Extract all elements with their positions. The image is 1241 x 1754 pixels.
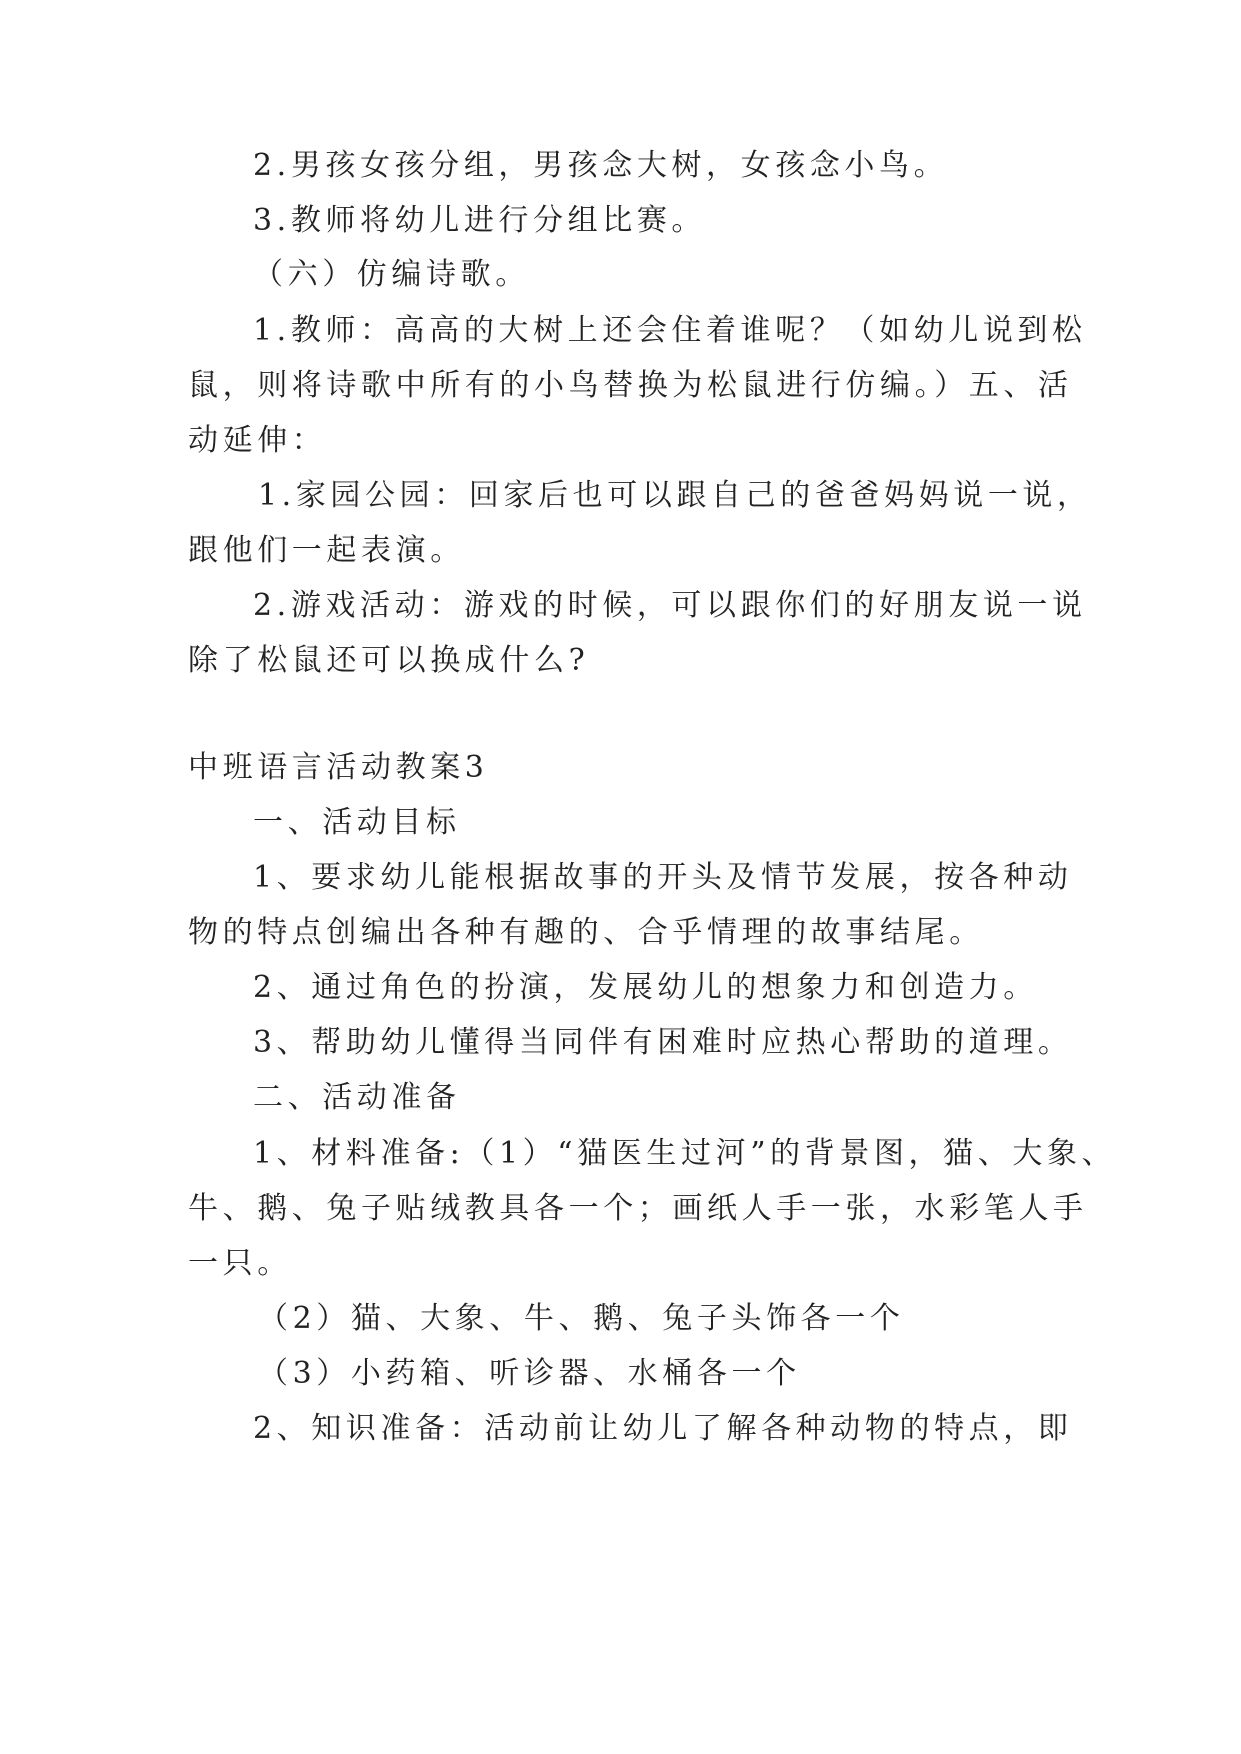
text-line: （2）猫、大象、牛、鹅、兔子头饰各一个 [258,1301,905,1336]
text-line: 鼠，则将诗歌中所有的小鸟替换为松鼠进行仿编。）五、活 [188,368,1073,403]
text-line: 一只。 [188,1246,292,1281]
text-line: （3）小药箱、听诊器、水桶各一个 [258,1356,801,1391]
text-line: 3、帮助幼儿懂得当同伴有困难时应热心帮助的道理。 [253,1025,1073,1060]
text-line: 1.教师：高高的大树上还会住着谁呢？（如幼儿说到松 [253,313,1087,348]
text-line: 动延伸： [188,423,327,458]
text-line: 3.教师将幼儿进行分组比赛。 [253,203,707,238]
text-line: 1、材料准备:（1）“猫医生过河”的背景图，猫、大象、 [253,1136,1117,1171]
text-line: 1.家园公园：回家后也可以跟自己的爸爸妈妈说一说， [258,478,1092,513]
text-line: 牛、鹅、兔子贴绒教具各一个；画纸人手一张，水彩笔人手 [188,1191,1088,1226]
section-heading: （六）仿编诗歌。 [253,257,530,292]
text-line: 2、通过角色的扮演，发展幼儿的想象力和创造力。 [253,970,1038,1005]
text-line: 1、要求幼儿能根据故事的开头及情节发展，按各种动 [253,860,1073,895]
text-line: 2、知识准备：活动前让幼儿了解各种动物的特点，即 [253,1411,1073,1446]
document-title: 中班语言活动教案3 [188,750,489,785]
text-line: 2.男孩女孩分组，男孩念大树，女孩念小鸟。 [253,148,949,183]
text-line: 跟他们一起表演。 [188,533,465,568]
section-heading: 二、活动准备 [253,1080,461,1115]
section-heading: 一、活动目标 [253,805,461,840]
text-line: 物的特点创编出各种有趣的、合乎情理的故事结尾。 [188,915,984,950]
text-line: 除了松鼠还可以换成什么? [188,643,590,678]
text-line: 2.游戏活动：游戏的时候，可以跟你们的好朋友说一说 [253,588,1087,623]
